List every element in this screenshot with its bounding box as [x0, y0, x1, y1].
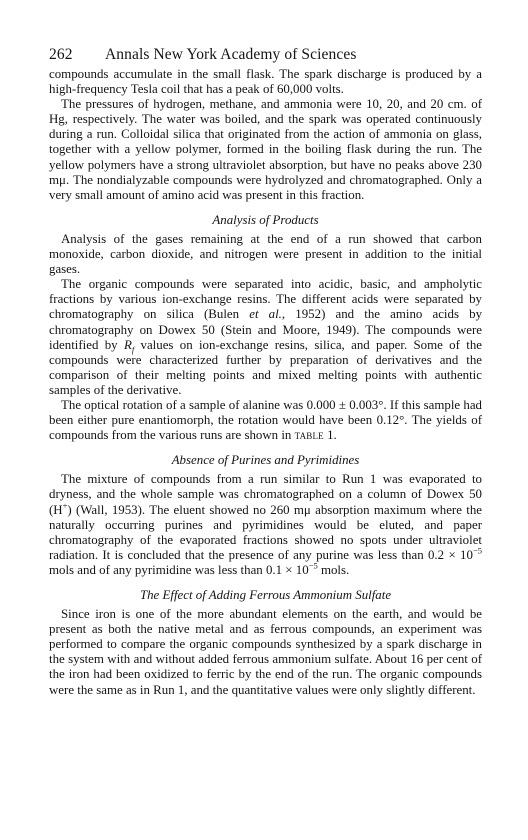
section-heading-ferrous: The Effect of Adding Ferrous Ammonium Sulfate — [139, 588, 392, 602]
citation-et-al: et al. — [249, 307, 282, 322]
running-head — [49, 43, 482, 67]
text-run: The organic compounds were separated into acidic, basic, and ampholytic fractions by various ion-exchange resins. The different acids were separated by chromatography on silica (Bulen — [49, 277, 482, 322]
text-run: values on ion-exchange resins, silica, and paper. Some of the compounds were characterized further by preparation of derivatives and the comparison of their melting points and mixed melting points with authentic samples of the derivative. — [49, 337, 482, 397]
ferrous-paragraph-1: Since iron is one of the more abundant elements on the earth, and would be present as both the native metal and as ferrous compounds, an experiment was performed to compare the organic compounds synthesized by a spark discharge in the system with and without added ferrous ammonium sulfate. About 16 per cent of the iron had been oxidized to ferric by the end of the run. The organic compounds were the same as in Run 1, and the quantitative values were only slightly different. — [49, 607, 482, 697]
table-reference: table — [294, 428, 324, 443]
section-heading-purines: Absence of Purines and Pyrimidines — [171, 453, 360, 468]
page-number: 262 — [49, 46, 73, 63]
text-run: ) (Wall, 1953). The eluent showed no 260 mμ absorption maximum where the naturally occurring purines and pyrimidines would be eluted, and paper chromatography of the evaporated fractions showed no spots under ultraviolet radiation. It is concluded that the presence of any purine was less than 0.2 × 10 — [49, 502, 482, 562]
text-run: The optical rotation of a sample of alanine was 0.000 ± 0.003°. If this sample had been either pure enantiomorph, the rotation would have been 0.12°. The yields of compounds from the various runs are shown in — [49, 397, 482, 443]
intro-paragraph-2: The pressures of hydrogen, methane, and ammonia were 10, 20, and 20 cm. of Hg, respectively. The water was boiled, and the spark was operated continuously during a run. Colloidal silica that originated from the action of ammonia on glass, together with a yellow polymer, formed in the boiling flask during the run. The yellow polymers have a strong ultraviolet absorption, but have no peaks above 230 mμ. The nondialyzable compounds were hydrolyzed and chromatographed. Only a very small amount of amino acid was present in this fraction. — [49, 97, 482, 202]
text-run: The mixture of compounds from a run similar to Run 1 was evaporated to dryness, and the whole sample was chromatographed on a column of Dowex 50 (H — [49, 472, 482, 517]
text-run: , 1952) and the amino acids by chromatography on Dowex 50 (Stein and Moore, 1949). The compounds were identified by — [49, 307, 483, 352]
exponent: −5 — [308, 560, 318, 571]
text-run: mols. — [317, 562, 350, 577]
exponent: −5 — [472, 545, 482, 556]
purines-paragraph-1 — [49, 472, 482, 578]
analysis-paragraph-3 — [49, 398, 482, 443]
journal-title: Annals New York Academy of Sciences — [105, 46, 357, 63]
text-run: mols and of any pyrimidine was less than 0.1 × 10 — [49, 562, 309, 577]
rf-symbol: R — [123, 337, 132, 352]
section-heading-analysis: Analysis of Products — [212, 212, 319, 227]
superscript-plus: + — [62, 500, 68, 511]
analysis-paragraph-2 — [49, 277, 482, 398]
intro-paragraph-1: compounds accumulate in the small flask. The spark discharge is produced by a high-frequency Tesla coil that has a peak of 60,000 volts. — [49, 67, 482, 97]
analysis-paragraph-1: Analysis of the gases remaining at the end of a run showed that carbon monoxide, carbon dioxide, and nitrogen were present in addition to the initial gases. — [49, 231, 482, 277]
body-text — [49, 67, 482, 698]
rf-subscript: f — [131, 344, 135, 355]
text-run: 1. — [323, 428, 337, 443]
